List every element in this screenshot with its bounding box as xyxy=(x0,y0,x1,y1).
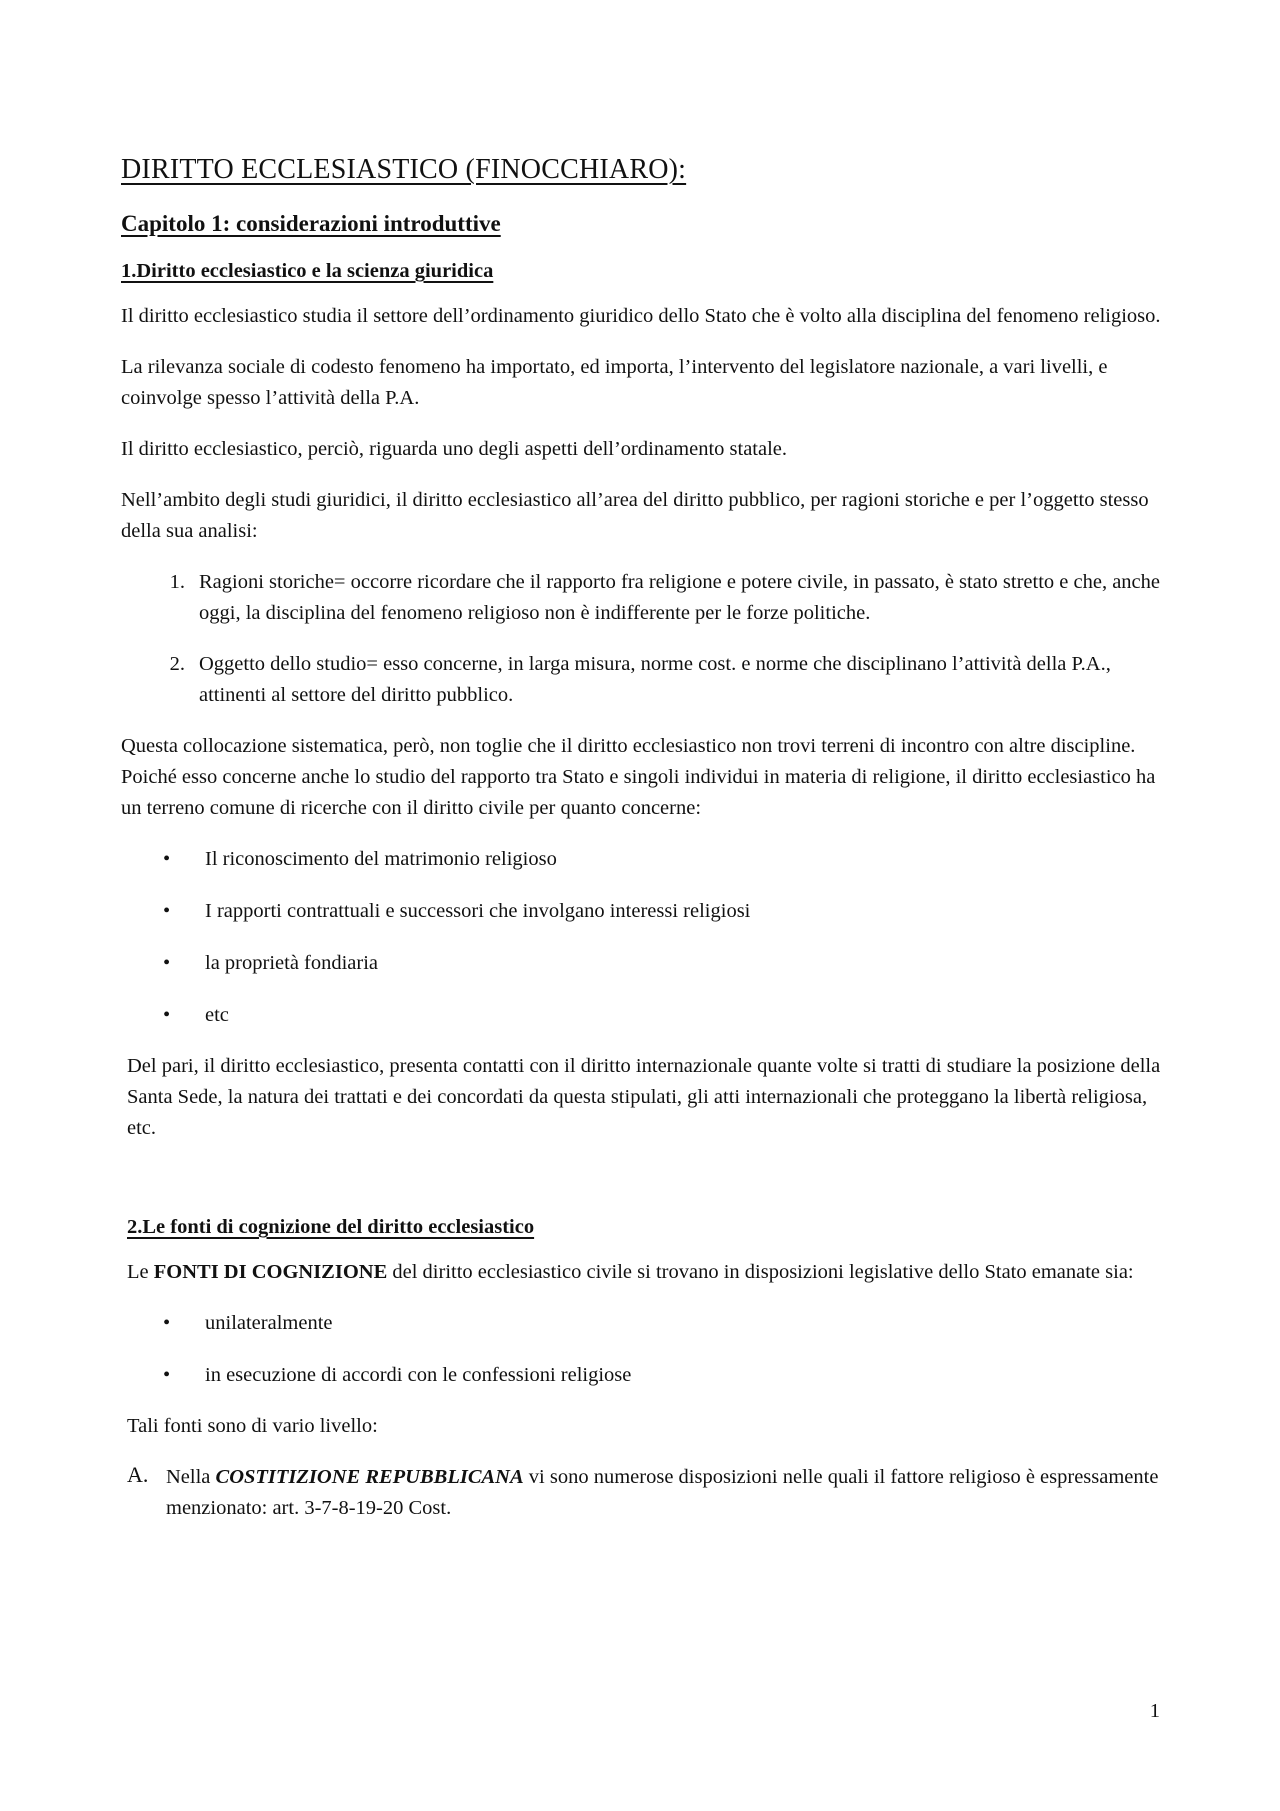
bullet-icon: • xyxy=(163,1312,171,1334)
section-1-heading: 1.Diritto ecclesiastico e la scienza giuridica xyxy=(121,260,494,282)
list-item xyxy=(121,1462,1171,1524)
list-item xyxy=(121,1000,1171,1031)
paragraph: Tali fonti sono di vario livello: xyxy=(127,1415,378,1437)
list-item-text: Ragioni storiche= occorre ricordare che il rapporto fra religione e potere civile, in passato, è stato stretto e che, anche oggi, la disciplina del fenomeno religioso non è indifferente per le forze politiche. xyxy=(199,571,1160,624)
paragraph xyxy=(121,1257,1171,1288)
list-number: 1. xyxy=(169,571,185,593)
list-item xyxy=(121,1360,1171,1391)
text-run: Nella xyxy=(166,1466,216,1488)
bullet-icon: • xyxy=(163,1004,171,1026)
list-item-text: I rapporti contrattuali e successori che involgano interessi religiosi xyxy=(205,900,751,922)
list-item-text: la proprietà fondiaria xyxy=(205,952,379,974)
list-item-text: Il riconoscimento del matrimonio religioso xyxy=(205,848,557,870)
paragraph: Il diritto ecclesiastico, perciò, riguarda uno degli aspetti dell’ordinamento statale. xyxy=(121,438,788,460)
list-item-text: unilateralmente xyxy=(205,1312,333,1334)
bullet-icon: • xyxy=(163,1364,171,1386)
chapter-heading: Capitolo 1: considerazioni introduttive xyxy=(121,211,501,236)
page-content xyxy=(121,150,1171,1524)
list-item xyxy=(121,896,1171,927)
list-item xyxy=(121,948,1171,979)
section-2-heading: 2.Le fonti di cognizione del diritto ecclesiastico xyxy=(127,1216,535,1238)
bullet-list xyxy=(121,1308,1171,1391)
list-item-text: in esecuzione di accordi con le confessioni religiose xyxy=(205,1364,632,1386)
bullet-list xyxy=(121,844,1171,1031)
paragraph: La rilevanza sociale di codesto fenomeno ha importato, ed importa, l’intervento del legislatore nazionale, a vari livelli, e coinvolge spesso l’attività della P.A. xyxy=(121,356,1108,409)
lettered-list xyxy=(121,1462,1171,1524)
list-item xyxy=(121,1308,1171,1339)
page-number: 1 xyxy=(1149,1700,1160,1722)
list-item xyxy=(121,844,1171,875)
bold-term: FONTI DI COGNIZIONE xyxy=(153,1261,388,1283)
numbered-list xyxy=(121,567,1171,711)
emphasis-term: COSTITIZIONE REPUBBLICANA xyxy=(215,1466,524,1488)
list-letter: A. xyxy=(127,1462,149,1487)
bullet-icon: • xyxy=(163,848,171,870)
bullet-icon: • xyxy=(163,952,171,974)
document-title: DIRITTO ECCLESIASTICO (FINOCCHIARO): xyxy=(121,154,687,185)
paragraph: Del pari, il diritto ecclesiastico, presenta contatti con il diritto internazionale quante volte si tratti di studiare la posizione della Santa Sede, la natura dei trattati e dei concordati da questa stipulati, gli atti internazionali che proteggano la libertà religiosa, etc. xyxy=(127,1055,1161,1139)
list-item xyxy=(121,567,1171,629)
spacer xyxy=(121,1164,1171,1212)
list-item xyxy=(121,649,1171,711)
list-item-text: Oggetto dello studio= esso concerne, in larga misura, norme cost. e norme che disciplinano l’attività della P.A., attinenti al settore del diritto pubblico. xyxy=(199,653,1111,706)
paragraph: Il diritto ecclesiastico studia il settore dell’ordinamento giuridico dello Stato che è volto alla disciplina del fenomeno religioso. xyxy=(121,305,1161,327)
list-item-text: etc xyxy=(205,1004,229,1026)
paragraph: Nell’ambito degli studi giuridici, il diritto ecclesiastico all’area del diritto pubblico, per ragioni storiche e per l’oggetto stesso della sua analisi: xyxy=(121,489,1149,542)
text-run: vi sono numerose disposizioni nelle quali il fattore religioso è espressamente menzionato: art. 3-7-8-19-20 Cost. xyxy=(166,1466,1159,1519)
text-run: Le xyxy=(127,1261,154,1283)
list-number: 2. xyxy=(169,653,185,675)
text-run: del diritto ecclesiastico civile si trovano in disposizioni legislative dello Stato emanate sia: xyxy=(387,1261,1134,1283)
paragraph: Questa collocazione sistematica, però, non toglie che il diritto ecclesiastico non trovi terreni di incontro con altre discipline. Poiché esso concerne anche lo studio del rapporto tra Stato e singoli individui in materia di religione, il diritto ecclesiastico ha un terreno comune di ricerche con il diritto civile per quanto concerne: xyxy=(121,735,1156,819)
bullet-icon: • xyxy=(163,900,171,922)
